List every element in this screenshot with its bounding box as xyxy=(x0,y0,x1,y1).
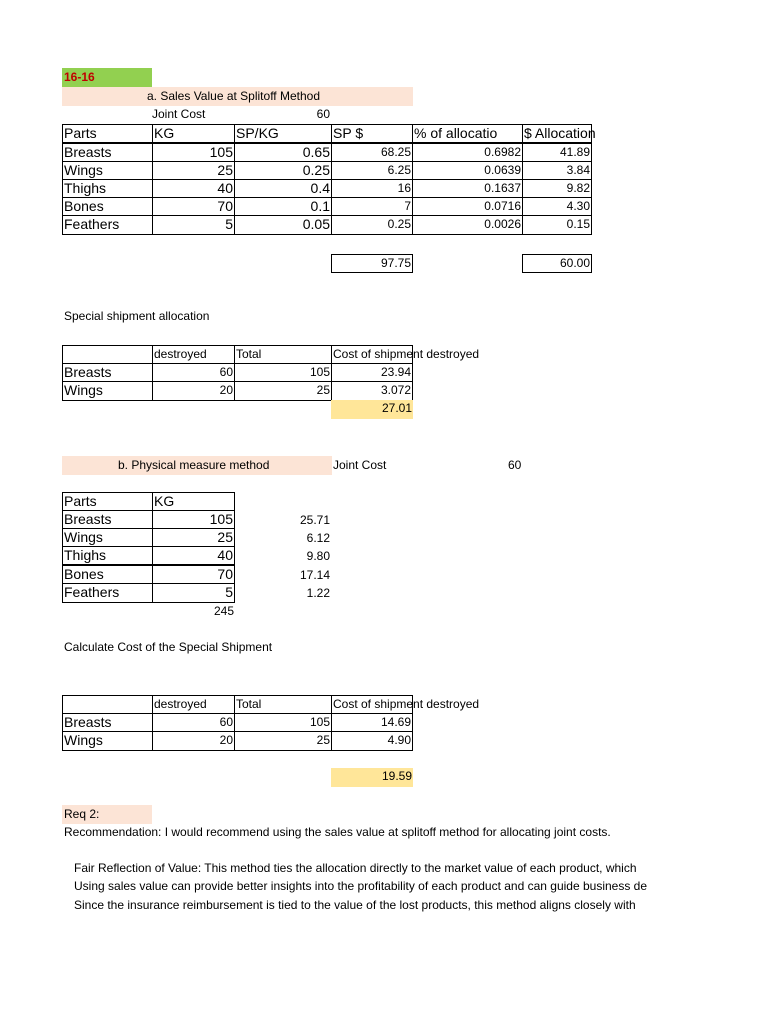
row-kg[interactable]: 105 xyxy=(152,510,235,529)
header-sp-kg[interactable]: SP/KG xyxy=(234,124,332,143)
header-total[interactable]: Total xyxy=(234,695,332,714)
row-part[interactable]: Feathers xyxy=(62,583,153,603)
row-sp[interactable]: 16 xyxy=(331,179,413,198)
row-part[interactable]: Wings xyxy=(62,381,153,401)
row-part[interactable]: Thighs xyxy=(62,546,153,565)
row-sp-kg[interactable]: 0.65 xyxy=(234,143,332,162)
row-kg[interactable]: 5 xyxy=(152,215,235,235)
row-destroyed[interactable]: 60 xyxy=(152,713,235,732)
total-sp[interactable]: 97.75 xyxy=(331,254,413,273)
row-kg[interactable]: 70 xyxy=(152,197,235,216)
row-allocation[interactable]: 4.30 xyxy=(522,197,592,216)
joint-cost-label-a: Joint Cost xyxy=(152,107,206,121)
header-blank[interactable] xyxy=(62,345,153,364)
row-cost[interactable]: 4.90 xyxy=(331,731,413,751)
row-pct[interactable]: 0.0026 xyxy=(412,215,523,235)
row-part[interactable]: Thighs xyxy=(62,179,153,198)
special-b-title: Calculate Cost of the Special Shipment xyxy=(64,640,273,654)
row-total[interactable]: 25 xyxy=(234,731,332,751)
row-allocation[interactable]: 41.89 xyxy=(522,143,592,162)
row-kg[interactable]: 70 xyxy=(152,565,235,584)
req2-label: Req 2: xyxy=(64,807,100,821)
req2-recommendation: Recommendation: I would recommend using the sales value at splitoff method for allocating joint costs. xyxy=(64,825,611,839)
row-part[interactable]: Breasts xyxy=(62,143,153,162)
row-part[interactable]: Bones xyxy=(62,197,153,216)
row-part[interactable]: Wings xyxy=(62,161,153,180)
row-sp-kg[interactable]: 0.4 xyxy=(234,179,332,198)
row-sp[interactable]: 6.25 xyxy=(331,161,413,180)
row-total[interactable]: 105 xyxy=(234,713,332,732)
part-b-title: b. Physical measure method xyxy=(118,458,270,472)
row-cost[interactable]: 3.072 xyxy=(331,381,413,401)
row-destroyed[interactable]: 60 xyxy=(152,363,235,382)
row-allocation[interactable]: 9.80 xyxy=(306,549,330,563)
header-parts[interactable]: Parts xyxy=(62,492,153,511)
row-sp[interactable]: 0.25 xyxy=(331,215,413,235)
row-pct[interactable]: 0.6982 xyxy=(412,143,523,162)
special-b-total[interactable]: 19.59 xyxy=(331,768,413,787)
row-allocation[interactable]: 3.84 xyxy=(522,161,592,180)
row-part[interactable]: Breasts xyxy=(62,363,153,382)
row-pct[interactable]: 0.0639 xyxy=(412,161,523,180)
row-cost[interactable]: 23.94 xyxy=(331,363,413,382)
row-sp-kg[interactable]: 0.25 xyxy=(234,161,332,180)
joint-cost-label-b: Joint Cost xyxy=(333,458,387,472)
problem-id: 16-16 xyxy=(64,70,95,84)
row-destroyed[interactable]: 20 xyxy=(152,381,235,401)
header-cost-destroyed[interactable]: Cost of shipment destroyed xyxy=(331,695,413,714)
header-kg[interactable]: KG xyxy=(152,492,235,511)
special-a-total[interactable]: 27.01 xyxy=(331,400,413,419)
row-destroyed[interactable]: 20 xyxy=(152,731,235,751)
row-total[interactable]: 25 xyxy=(234,381,332,401)
joint-cost-value-a: 60 xyxy=(316,107,330,121)
req2-point: Using sales value can provide better insights into the profitability of each product and can guide business de xyxy=(74,879,648,893)
row-sp-kg[interactable]: 0.1 xyxy=(234,197,332,216)
special-a-title: Special shipment allocation xyxy=(64,309,210,323)
header-kg[interactable]: KG xyxy=(152,124,235,143)
row-part[interactable]: Breasts xyxy=(62,510,153,529)
row-part[interactable]: Feathers xyxy=(62,215,153,235)
joint-cost-value-b: 60 xyxy=(508,458,522,472)
row-kg[interactable]: 40 xyxy=(152,179,235,198)
row-total[interactable]: 105 xyxy=(234,363,332,382)
row-part[interactable]: Wings xyxy=(62,528,153,547)
row-allocation[interactable]: 9.82 xyxy=(522,179,592,198)
header-blank[interactable] xyxy=(62,695,153,714)
row-kg[interactable]: 25 xyxy=(152,161,235,180)
row-allocation[interactable]: 25.71 xyxy=(299,513,330,527)
row-pct[interactable]: 0.1637 xyxy=(412,179,523,198)
row-part[interactable]: Bones xyxy=(62,565,153,584)
header-allocation[interactable]: $ Allocation xyxy=(524,125,596,141)
row-allocation[interactable]: 6.12 xyxy=(306,531,330,545)
row-kg[interactable]: 105 xyxy=(152,143,235,162)
row-sp[interactable]: 68.25 xyxy=(331,143,413,162)
header-pct-allocation[interactable]: % of allocatio xyxy=(412,124,523,143)
row-allocation[interactable]: 0.15 xyxy=(522,215,592,235)
row-sp-kg[interactable]: 0.05 xyxy=(234,215,332,235)
req2-point: Fair Reflection of Value: This method ties the allocation directly to the market value of each product, which xyxy=(74,861,637,875)
row-part[interactable]: Wings xyxy=(62,731,153,751)
row-part[interactable]: Breasts xyxy=(62,713,153,732)
header-destroyed[interactable]: destroyed xyxy=(152,695,235,714)
part-b-total-kg[interactable]: 245 xyxy=(213,604,234,618)
row-kg[interactable]: 5 xyxy=(152,583,235,603)
row-allocation[interactable]: 1.22 xyxy=(306,586,330,600)
header-parts[interactable]: Parts xyxy=(62,124,153,143)
header-cost-destroyed[interactable]: Cost of shipment destroyed xyxy=(331,345,413,364)
row-kg[interactable]: 40 xyxy=(152,546,235,565)
row-pct[interactable]: 0.0716 xyxy=(412,197,523,216)
header-total[interactable]: Total xyxy=(234,345,332,364)
req2-points xyxy=(74,861,675,921)
header-sp[interactable]: SP $ xyxy=(331,124,413,143)
req2-point: Since the insurance reimbursement is tied to the value of the lost products, this method aligns closely with xyxy=(74,898,636,912)
header-destroyed[interactable]: destroyed xyxy=(152,345,235,364)
row-cost[interactable]: 14.69 xyxy=(331,713,413,732)
total-allocation[interactable]: 60.00 xyxy=(522,254,592,273)
row-kg[interactable]: 25 xyxy=(152,528,235,547)
row-sp[interactable]: 7 xyxy=(331,197,413,216)
part-a-title: a. Sales Value at Splitoff Method xyxy=(147,89,320,103)
row-allocation[interactable]: 17.14 xyxy=(299,568,330,582)
